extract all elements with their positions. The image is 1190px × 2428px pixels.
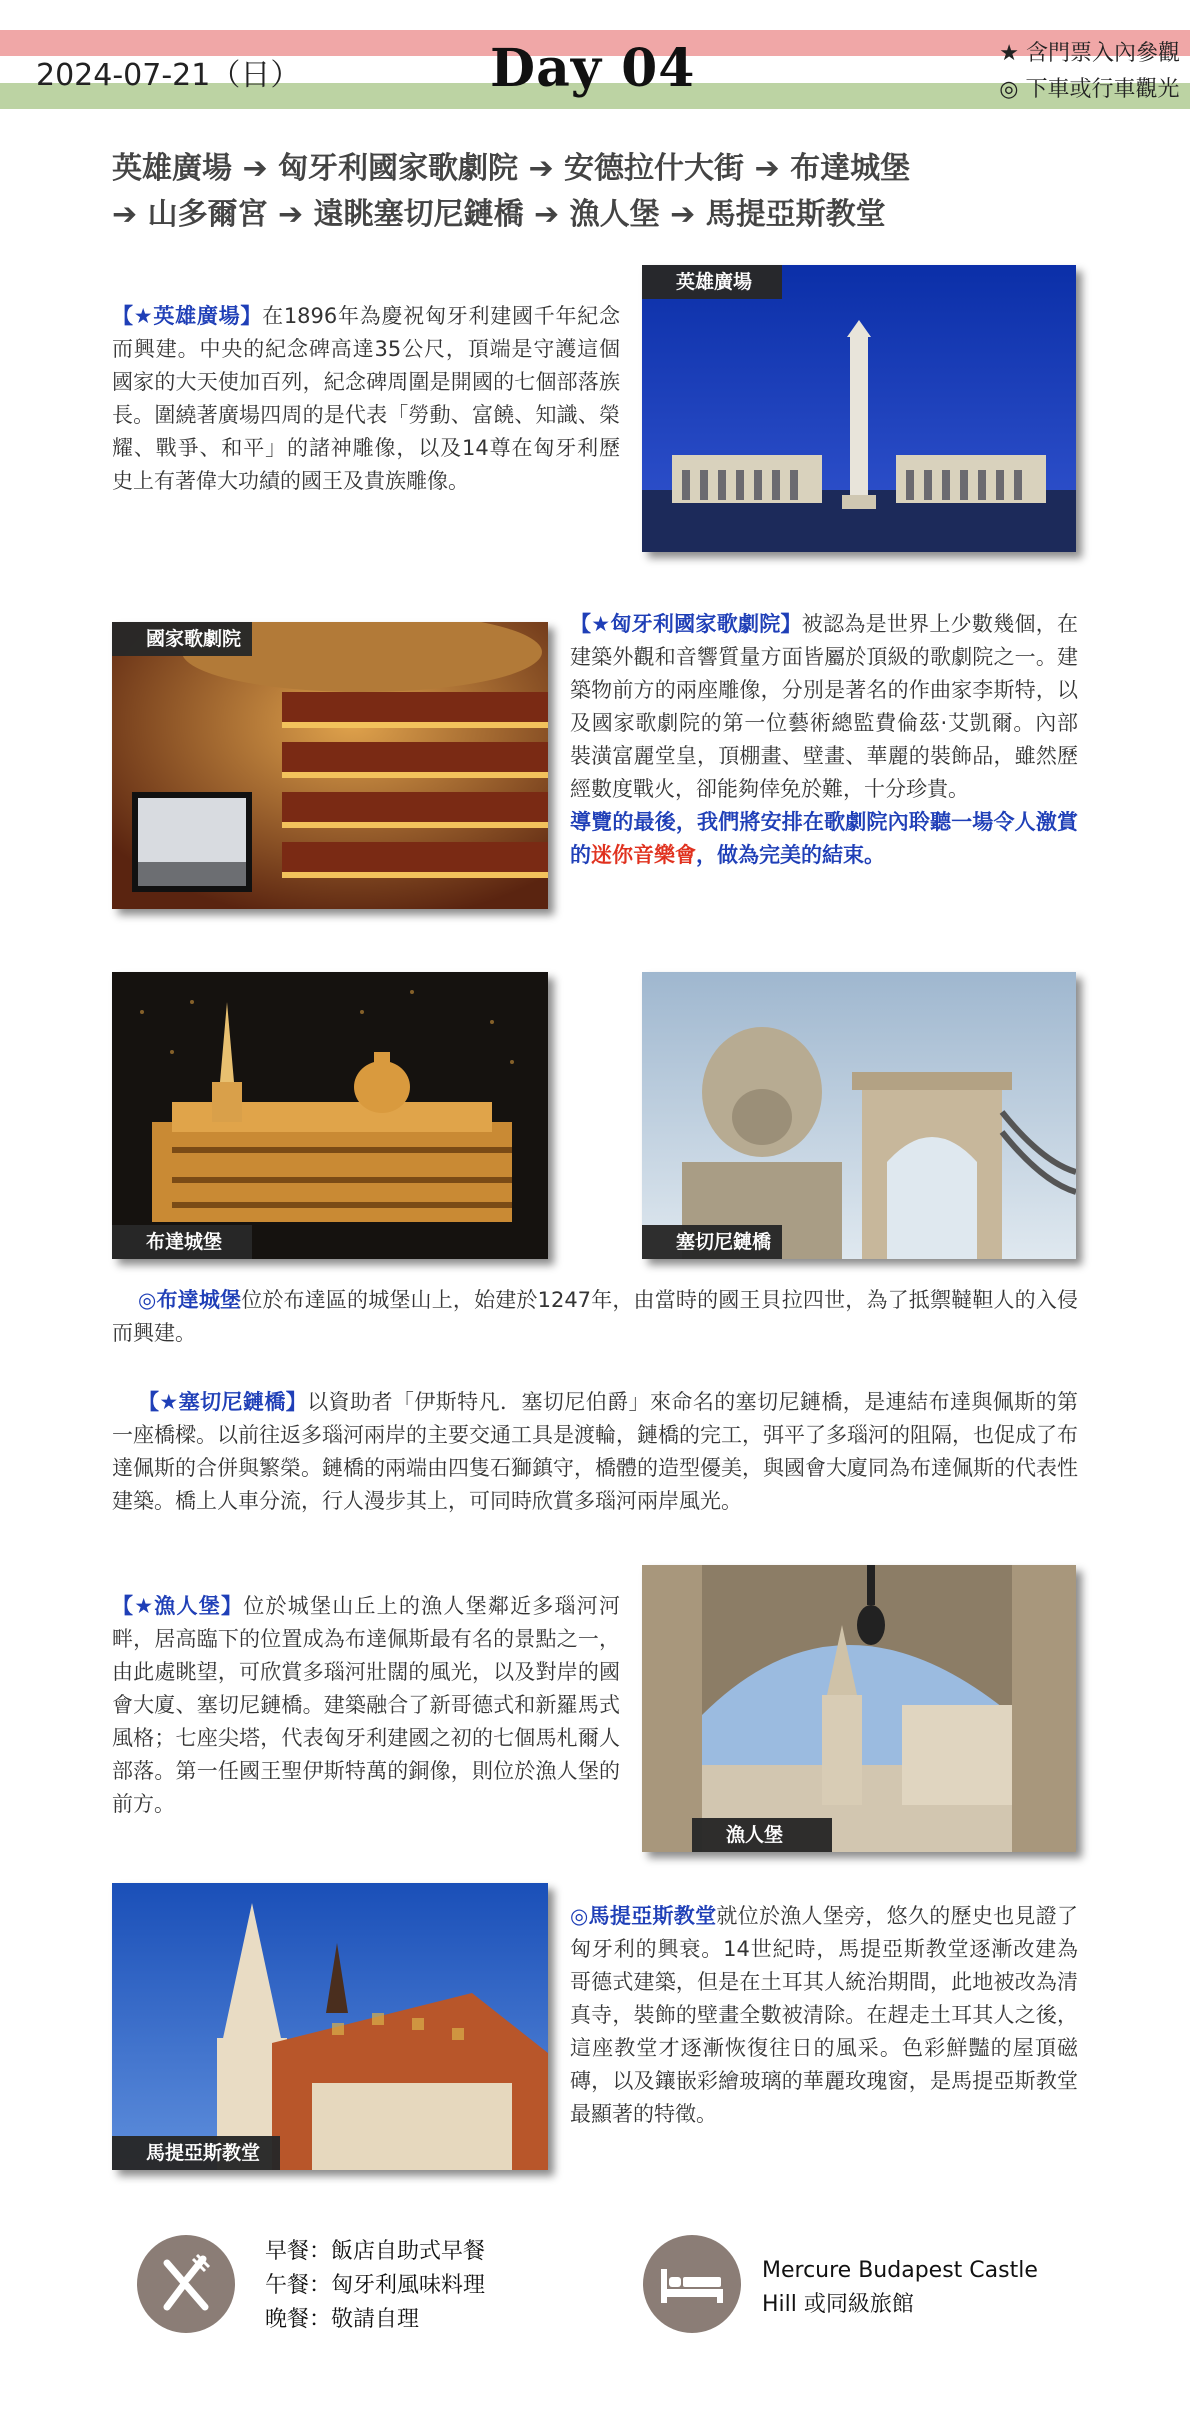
heroes-square-keyword: 【★英雄廣場】 [112, 304, 263, 328]
hotel-info [762, 2254, 1038, 2322]
buda-castle-keyword: ◎布達城堡 [138, 1288, 242, 1312]
heroes-square-description [112, 300, 620, 498]
fishermans-bastion-photo [642, 1565, 1076, 1852]
matthias-church-caption: 馬提亞斯教堂 [112, 2136, 280, 2170]
buda-castle-photo [112, 972, 548, 1259]
hotel-name: Mercure Budapest Castle [762, 2258, 1038, 2283]
chain-bridge-keyword: 【★塞切尼鏈橋】 [138, 1390, 308, 1414]
buda-castle-description [112, 1284, 1078, 1350]
itinerary-date: 2024-07-21（日） [36, 58, 301, 93]
heroes-square-photo [642, 265, 1076, 552]
opera-highlight-pre: 導覽的最後，我們將安排在歌劇院內聆聽一場令人激賞的 [570, 810, 1078, 867]
day-title: Day 04 [490, 38, 696, 99]
opera-house-caption: 國家歌劇院 [112, 622, 252, 656]
dinner-item: 晚餐：敬請自理 [265, 2307, 420, 2332]
legend-ticket: ★ 含門票入內參觀 [999, 41, 1180, 66]
matthias-church-image [112, 1883, 548, 2170]
fishermans-bastion-keyword: 【★漁人堡】 [112, 1594, 244, 1618]
lunch-item: 午餐：匈牙利風味料理 [265, 2273, 486, 2298]
legend [999, 36, 1180, 108]
fishermans-bastion-text: 位於城堡山丘上的漁人堡鄰近多瑙河河畔，居高臨下的位置成為布達佩斯最有名的景點之一，由此處眺望，可欣賞多瑙河壯闊的風光，以及對岸的國會大廈、塞切尼鏈橋。建築融合了新哥德式和新羅馬式風格；七座尖塔，代表匈牙利建國之初的七個馬札爾人部落。第一任國王聖伊斯特萬的銅像，則位於漁人堡的前方。 [112, 1594, 621, 1816]
opera-house-keyword: 【★匈牙利國家歌劇院】 [570, 612, 802, 636]
chain-bridge-description [112, 1386, 1078, 1518]
matthias-church-text: 就位於漁人堡旁，悠久的歷史也見證了匈牙利的興衰。14世紀時，馬提亞斯教堂逐漸改建為哥德式建築，但是在土耳其人統治期間，此地被改為清真寺，裝飾的壁畫全數被清除。在趕走土耳其人之後，這座教堂才逐漸恢復往日的風采。色彩鮮豔的屋頂磁磚，以及鑲嵌彩繪玻璃的華麗玫瑰窗，是馬提亞斯教堂最顯著的特徵。 [570, 1904, 1078, 2126]
breakfast-item: 早餐：飯店自助式早餐 [265, 2239, 486, 2264]
legend-view: ◎ 下車或行車觀光 [999, 77, 1180, 102]
route-summary [112, 146, 1112, 238]
fishermans-bastion-description [112, 1590, 620, 1821]
fishermans-bastion-caption: 漁人堡 [692, 1818, 832, 1852]
route-line-1: 英雄廣場 ➔ 匈牙利國家歌劇院 ➔ 安德拉什大街 ➔ 布達城堡 [112, 151, 911, 186]
opera-highlight-post: ，做為完美的結束。 [696, 843, 885, 867]
meals-list [265, 2235, 485, 2337]
matthias-church-keyword: ◎馬提亞斯教堂 [570, 1904, 717, 1928]
buda-castle-caption: 布達城堡 [112, 1225, 252, 1259]
heroes-square-caption: 英雄廣場 [642, 265, 782, 299]
opera-house-image [112, 622, 548, 909]
mini-concert-highlight: 迷你音樂會 [591, 843, 696, 867]
opera-house-photo [112, 622, 548, 909]
hotel-note: Hill 或同級旅館 [762, 2292, 914, 2317]
route-line-2: ➔ 山多爾宮 ➔ 遠眺塞切尼鏈橋 ➔ 漁人堡 ➔ 馬提亞斯教堂 [112, 197, 886, 232]
buda-castle-image [112, 972, 548, 1259]
chain-bridge-caption: 塞切尼鏈橋 [642, 1225, 782, 1259]
heroes-square-image [642, 265, 1076, 552]
chain-bridge-text: 以資助者「伊斯特凡．塞切尼伯爵」來命名的塞切尼鏈橋，是連結布達與佩斯的第一座橋樑。以前往返多瑙河兩岸的主要交通工具是渡輪，鏈橋的完工，弭平了多瑙河的阻隔，也促成了布達佩斯的合併與繁榮。鏈橋的兩端由四隻石獅鎮守，橋體的造型優美，與國會大廈同為布達佩斯的代表性建築。橋上人車分流，行人漫步其上，可同時欣賞多瑙河兩岸風光。 [112, 1390, 1079, 1513]
chain-bridge-photo [642, 972, 1076, 1259]
fishermans-bastion-image [642, 1565, 1076, 1852]
buda-castle-text: 位於布達區的城堡山上，始建於1247年，由當時的國王貝拉四世，為了抵禦韃靼人的入侵而興建。 [112, 1288, 1078, 1345]
opera-house-text: 被認為是世界上少數幾個，在建築外觀和音響質量方面皆屬於頂級的歌劇院之一。建築物前方的兩座雕像，分別是著名的作曲家李斯特，以及國家歌劇院的第一位藝術總監費倫茲·艾凱爾。內部裝潢富麗堂皇，頂棚畫、壁畫、華麗的裝飾品，雖然歷經數度戰火，卻能夠倖免於難，十分珍貴。 [570, 612, 1079, 801]
bed-icon [643, 2235, 741, 2333]
opera-house-description [570, 608, 1078, 872]
opera-house-highlight [570, 806, 1078, 872]
heroes-square-text: 在1896年為慶祝匈牙利建國千年紀念而興建。中央的紀念碑高達35公尺，頂端是守護這個國家的大天使加百列，紀念碑周圍是開國的七個部落族長。圍繞著廣場四周的是代表「勞動、富饒、知識、榮耀、戰爭、和平」的諸神雕像，以及14尊在匈牙利歷史上有著偉大功績的國王及貴族雕像。 [112, 304, 620, 493]
matthias-church-description [570, 1900, 1078, 2131]
matthias-church-photo [112, 1883, 548, 2170]
chain-bridge-image [642, 972, 1076, 1259]
fork-knife-icon [137, 2235, 235, 2333]
